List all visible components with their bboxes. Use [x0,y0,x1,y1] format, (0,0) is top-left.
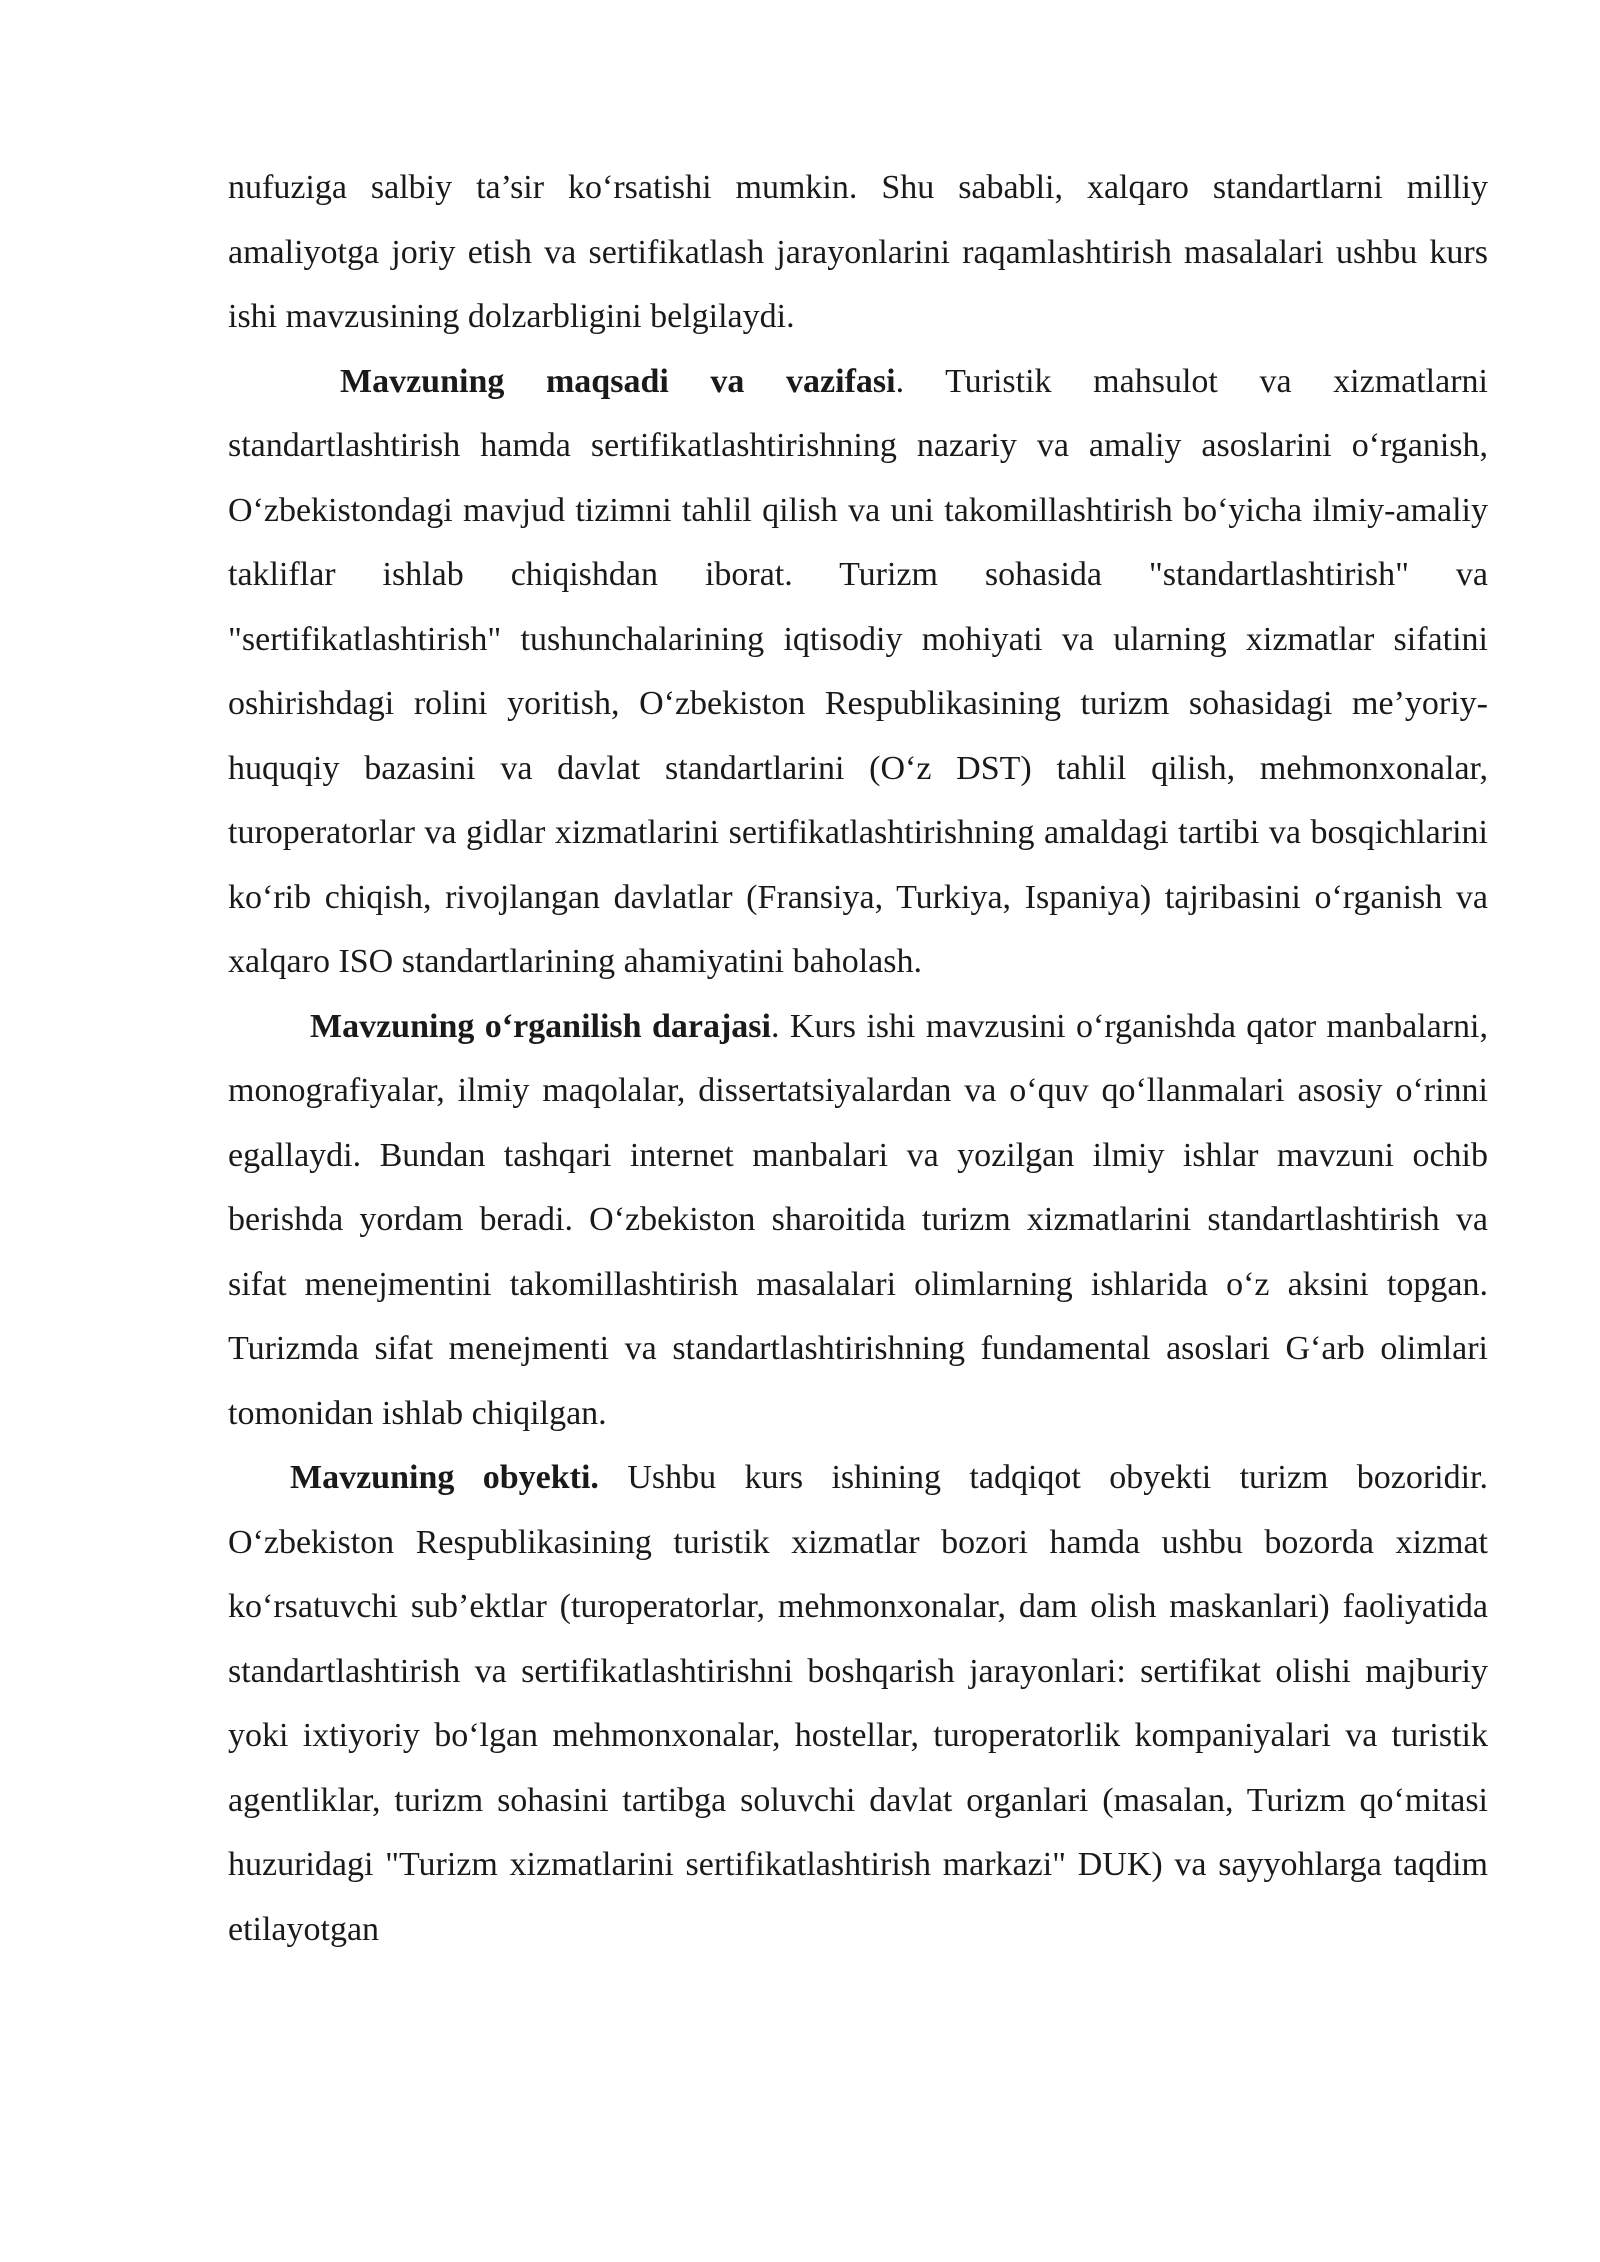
section-heading-object: Mavzuning obyekti. [290,1459,599,1496]
section-heading-study-level: Mavzuning o‘rganilish darajasi [310,1007,771,1045]
paragraph-goal-and-tasks [228,350,1488,995]
paragraph-text: . Turistik mahsulot va xizmatlarni standartlashtirish hamda sertifikatlashtirishning nazariy va amaliy asoslarini o‘rganish, O‘zbekistondagi mavjud tizimni tahlil qilish va uni takomillashtirish bo‘yicha ilmiy-amaliy takliflar ishlab chiqishdan iborat. Turizm sohasida "standartlashtirish" va "sertifikatlashtirish" tushunchalarining iqtisodiy mohiyati va ularning xizmatlar sifatini oshirishdagi rolini yoritish, O‘zbekiston Respublikasining turizm sohasidagi me’yoriy-huquqiy bazasini va davlat standartlarini (O‘z DST) tahlil qilish, mehmonxonalar, turoperatorlar va gidlar xizmatlarini sertifikatlashtirishning amaldagi tartibi va bosqichlarini ko‘rib chiqish, rivojlangan davlatlar (Fransiya, Turkiya, Ispaniya) tajribasini o‘rganish va xalqaro ISO standartlarining ahamiyatini baholash. [228,362,1488,980]
paragraph-text: nufuziga salbiy ta’sir ko‘rsatishi mumkin. Shu sababli, xalqaro standartlarni milliy amaliyotga joriy etish va sertifikatlash jarayonlarini raqamlashtirish masalalari ushbu kurs ishi mavzusining dolzarbligini belgilaydi. [228,169,1488,335]
paragraph-study-level [228,995,1488,1447]
paragraph-object [228,1446,1488,1962]
section-heading-goal: Mavzuning maqsadi va vazifasi [340,362,896,400]
document-body [228,156,1488,1962]
paragraph-text: . Kurs ishi mavzusini o‘rganishda qator manbalarni, monografiyalar, ilmiy maqolalar, dissertatsiyalardan va o‘quv qo‘llanmalari asosiy o‘rinni egallaydi. Bundan tashqari internet manbalari va yozilgan ilmiy ishlar mavzuni ochib berishda yordam beradi. O‘zbekiston sharoitida turizm xizmatlarini standartlashtirish va sifat menejmentini takomillashtirish masalalari olimlarning ishlarida o‘z aksini topgan. Turizmda sifat menejmenti va standartlashtirishning fundamental asoslari G‘arb olimlari tomonidan ishlab chiqilgan. [228,1007,1488,1432]
paragraph-relevance-continuation [228,156,1488,350]
paragraph-text: Ushbu kurs ishining tadqiqot obyekti turizm bozoridir. O‘zbekiston Respublikasining turistik xizmatlar bozori hamda ushbu bozorda xizmat ko‘rsatuvchi sub’ektlar (turoperatorlar, mehmonxonalar, dam olish maskanlari) faoliyatida standartlashtirish va sertifikatlashtirishni boshqarish jarayonlari: sertifikat olishi majburiy yoki ixtiyoriy bo‘lgan mehmonxonalar, hostellar, turoperatorlik kompaniyalari va turistik agentliklar, turizm sohasini tartibga soluvchi davlat organlari (masalan, Turizm qo‘mitasi huzuridagi "Turizm xizmatlarini sertifikatlashtirish markazi" DUK) va sayyohlarga taqdim etilayotgan [228,1459,1488,1948]
